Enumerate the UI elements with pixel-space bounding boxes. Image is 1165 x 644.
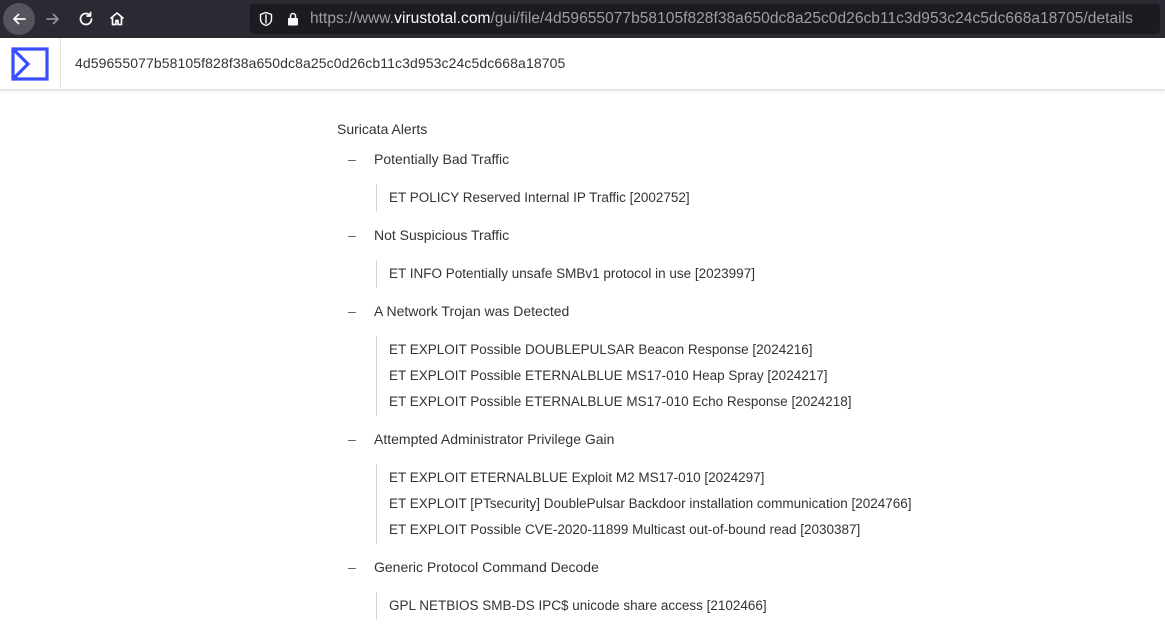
home-icon: [108, 10, 126, 28]
url-prefix: https://www.: [310, 10, 395, 27]
home-button[interactable]: [101, 3, 133, 35]
alert-group-label: A Network Trojan was Detected: [374, 303, 570, 319]
back-button[interactable]: [3, 3, 35, 35]
forward-button[interactable]: [37, 3, 69, 35]
lock-icon[interactable]: [286, 11, 300, 32]
alert-item: ET EXPLOIT Possible ETERNALBLUE MS17-010 Echo Response [2024218]: [389, 394, 852, 409]
arrow-left-icon: [10, 10, 28, 28]
suricata-alerts-title: Suricata Alerts: [337, 121, 428, 137]
alert-group-label: Not Suspicious Traffic: [374, 227, 510, 243]
alert-item: ET POLICY Reserved Internal IP Traffic [2002752]: [389, 190, 690, 205]
group-collapse-toggle[interactable]: –: [348, 303, 356, 319]
alert-group-label: Attempted Administrator Privilege Gain: [374, 431, 615, 447]
alert-group-label: Generic Protocol Command Decode: [374, 559, 599, 575]
alert-item: GPL NETBIOS SMB-DS IPC$ unicode share access [2102466]: [389, 598, 767, 613]
alert-group-label: Potentially Bad Traffic: [374, 151, 510, 167]
url-path: /gui/file/4d59655077b58105f828f38a650dc8a25c0d26cb11c3d953c24c5dc668a18705/details: [490, 10, 1133, 27]
group-collapse-toggle[interactable]: –: [348, 227, 356, 243]
address-bar[interactable]: [250, 4, 1160, 34]
virustotal-logo-icon: [11, 47, 49, 81]
reload-button[interactable]: [70, 3, 102, 35]
url-text[interactable]: [310, 10, 1133, 28]
alert-item: ET EXPLOIT [PTsecurity] DoublePulsar Backdoor installation communication [2024766]: [389, 496, 912, 511]
alert-item: ET EXPLOIT Possible ETERNALBLUE MS17-010 Heap Spray [2024217]: [389, 368, 828, 383]
alert-list: [376, 260, 755, 288]
alert-list: [376, 184, 690, 212]
arrow-right-icon: [44, 10, 62, 28]
file-hash: 4d59655077b58105f828f38a650dc8a25c0d26cb11c3d953c24c5dc668a18705: [75, 55, 566, 71]
reload-icon: [77, 10, 95, 28]
app-header: [0, 38, 1165, 90]
alert-item: ET EXPLOIT Possible DOUBLEPULSAR Beacon Response [2024216]: [389, 342, 813, 357]
group-collapse-toggle[interactable]: –: [348, 431, 356, 447]
alert-list: [376, 336, 852, 416]
alert-item: ET EXPLOIT Possible CVE-2020-11899 Multicast out-of-bound read [2030387]: [389, 522, 861, 537]
alert-list: [376, 592, 767, 620]
url-domain: virustotal.com: [394, 10, 491, 27]
alert-item: ET INFO Potentially unsafe SMBv1 protocol in use [2023997]: [389, 266, 755, 281]
alert-list: [376, 464, 912, 544]
tracking-shield-icon[interactable]: [258, 11, 274, 32]
alert-item: ET EXPLOIT ETERNALBLUE Exploit M2 MS17-010 [2024297]: [389, 470, 765, 485]
logo-link[interactable]: [0, 38, 61, 89]
group-collapse-toggle[interactable]: –: [348, 151, 356, 167]
group-collapse-toggle[interactable]: –: [348, 559, 356, 575]
browser-toolbar: [0, 0, 1165, 38]
